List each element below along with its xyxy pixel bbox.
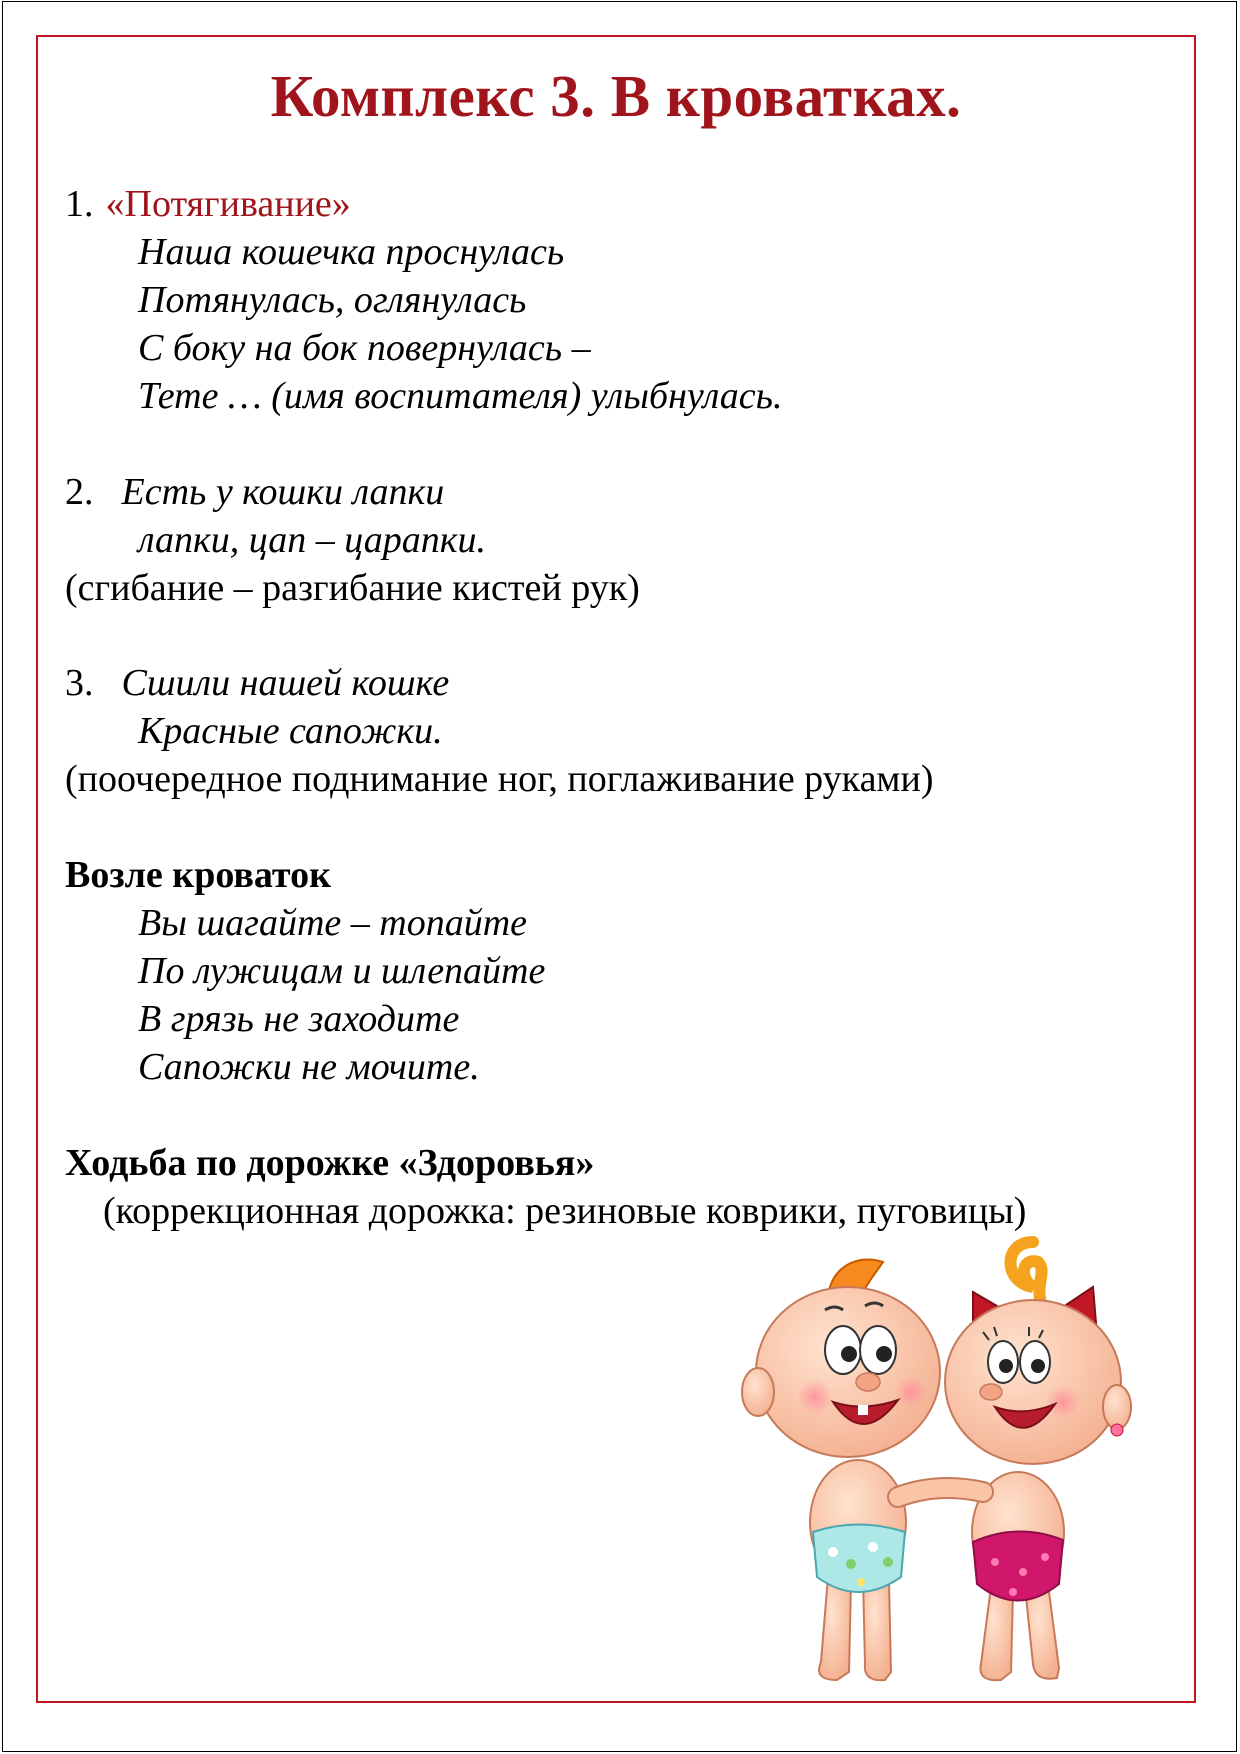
near-beds-line-2: По лужицам и шлепайте (138, 950, 546, 992)
near-beds-line-4: Сапожки не мочите. (138, 1046, 480, 1088)
boy-baby (742, 1259, 940, 1680)
health-path-heading: Ходьба по дорожке «Здоровья» (65, 1142, 595, 1184)
babies-illustration (733, 1232, 1143, 1692)
exercise-2-note: (сгибание – разгибание кистей рук) (65, 567, 640, 609)
exercise-2-number: 2. (65, 471, 94, 513)
near-beds-heading: Возле кроваток (65, 854, 331, 896)
exercise-1-name: «Потягивание» (105, 183, 351, 225)
exercise-3-header (65, 661, 449, 705)
exercise-1-line-3: С боку на бок повернулась – (138, 327, 591, 369)
exercise-2-line-2: лапки, цап – царапки. (138, 519, 487, 561)
near-beds-line-1: Вы шагайте – топайте (138, 902, 528, 944)
exercise-1-line-4: Тете … (имя воспитателя) улыбнулась. (138, 375, 783, 417)
exercise-3-line-1: Сшили нашей кошке (121, 662, 450, 704)
exercise-1-line-1: Наша кошечка проснулась (138, 231, 565, 273)
exercise-1-line-2: Потянулась, оглянулась (138, 279, 527, 321)
exercise-3-note: (поочередное поднимание ног, поглаживание руками) (65, 758, 934, 800)
exercise-3-number: 3. (65, 662, 94, 704)
girl-baby (898, 1242, 1131, 1680)
exercise-1-number: 1. (65, 183, 94, 225)
health-path-note: (коррекционная дорожка: резиновые коврики, пуговицы) (103, 1190, 1027, 1232)
near-beds-line-3: В грязь не заходите (138, 998, 460, 1040)
exercise-3-line-2: Красные сапожки. (138, 710, 443, 752)
exercise-2-header (65, 470, 444, 514)
exercise-2-line-1: Есть у кошки лапки (121, 471, 445, 513)
exercise-1-header (65, 182, 351, 226)
page-title: Комплекс 3. В кроватках. (270, 63, 962, 129)
